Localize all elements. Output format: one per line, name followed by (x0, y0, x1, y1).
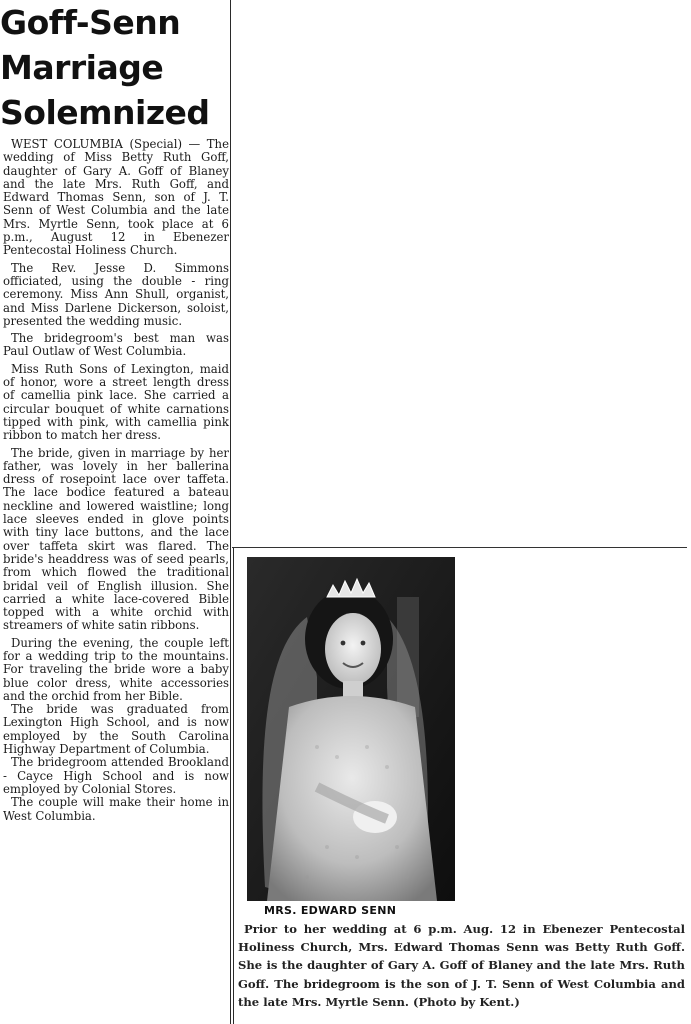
article-paragraph: The Rev. Jesse D. Simmons officiated, using the double - ring ceremony. Miss Ann Shull, organist, and Miss Darlene Dickerson, soloist, presented the wedding music. (3, 260, 229, 328)
headline (0, 0, 228, 135)
article-paragraph: The bride was graduated from Lexington High School, and is now employed by the South Carolina Highway Department of Columbia. (3, 702, 229, 757)
headline-line: Goff-Senn (0, 3, 181, 42)
article-body (3, 138, 229, 823)
headline-line: Solemnized (0, 93, 210, 132)
photo-caption: Prior to her wedding at 6 p.m. Aug. 12 in Ebenezer Pentecostal Holiness Church, Mrs. Edward Thomas Senn was Betty Ruth Goff. She is the daughter of Gary A. Goff of Blaney and the late Mrs. Ruth Goff. The bridegroom is the son of J. T. Senn of West Columbia and the late Mrs. Myrtle Senn. (Photo by Kent.) (238, 922, 685, 1009)
article-paragraph: The bride, given in marriage by her father, was lovely in her ballerina dress of rosepoint lace over taffeta. The lace bodice featured a bateau neckline and lowered waistline; long lace sleeves ended in glove points with tiny lace buttons, and the lace over taffeta skirt was flared. The bride's headdress was of seed pearls, from which flowed the traditional bridal veil of English illusion. She carried a white lace-covered Bible topped with a white orchid with streamers of white satin ribbons. (3, 445, 229, 633)
photo-caption-head: MRS. EDWARD SENN (264, 904, 397, 917)
article-paragraph: The couple will make their home in West Columbia. (3, 795, 229, 823)
headline-line: Marriage (0, 48, 164, 87)
bride-photo (247, 557, 455, 901)
article-paragraph: The bridegroom's best man was Paul Outlaw of West Columbia. (3, 331, 229, 359)
column-divider-lower (233, 548, 234, 1024)
article-paragraph: During the evening, the couple left for a wedding trip to the mountains. For traveling the bride wore a baby blue color dress, white accessories and the orchid from her Bible. (3, 635, 229, 703)
section-divider (232, 547, 687, 548)
article-paragraph: Miss Ruth Sons of Lexington, maid of honor, wore a street length dress of camellia pink lace. She carried a circular bouquet of white carnations tipped with pink, with camellia pink ribbon to match her dress. (3, 361, 229, 443)
column-divider (230, 0, 231, 1024)
bride-photo-illustration (247, 557, 455, 901)
article-paragraph: The bridegroom attended Brookland - Cayce High School and is now employed by Colonial Stores. (3, 755, 229, 796)
article-paragraph: WEST COLUMBIA (Special) — The wedding of Miss Betty Ruth Goff, daughter of Gary A. Goff of Blaney and the late Mrs. Ruth Goff, and Edward Thomas Senn, son of J. T. Senn of West Columbia and the late Mrs. Myrtle Senn, took place at 6 p.m., August 12 in Ebenezer Pentecostal Holiness Church. (3, 137, 229, 258)
